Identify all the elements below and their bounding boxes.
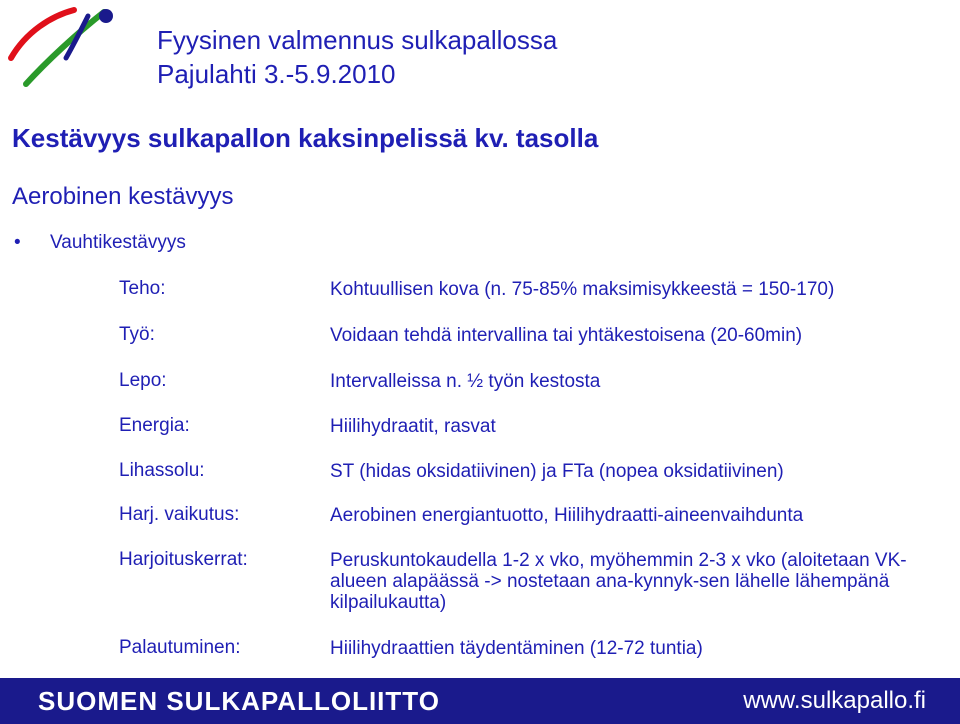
row-label-harj-vaikutus: Harj. vaikutus:	[119, 504, 240, 525]
shuttlecock-logo-icon	[6, 2, 116, 88]
row-label-harjoituskerrat: Harjoituskerrat:	[119, 549, 248, 570]
footer-bar	[0, 678, 960, 724]
footer-website-link[interactable]: www.sulkapallo.fi	[743, 687, 926, 714]
bullet-text: Vauhtikestävyys	[50, 232, 186, 253]
row-value-teho: Kohtuullisen kova (n. 75-85% maksimisykkeestä = 150-170)	[330, 279, 835, 300]
section-title: Aerobinen kestävyys	[12, 183, 234, 210]
page-title: Kestävyys sulkapallon kaksinpelissä kv. tasolla	[12, 123, 599, 153]
row-value-energia: Hiilihydraatit, rasvat	[330, 416, 496, 437]
row-value-lihassolu: ST (hidas oksidatiivinen) ja FTa (nopea oksidatiivinen)	[330, 461, 784, 482]
row-value-harjoituskerrat: Peruskuntokaudella 1-2 x vko, myöhemmin 2-3 x vko (aloitetaan VK-alueen alapäässä -> nostetaan ana-kynnyk-sen lähelle lähempänä kilpailukautta)	[330, 550, 907, 613]
bullet-icon: •	[14, 232, 21, 253]
bullet-item	[14, 230, 186, 256]
row-value-lepo: Intervalleissa n. ½ työn kestosta	[330, 371, 601, 392]
row-label-lepo: Lepo:	[119, 370, 167, 391]
row-value-harj-vaikutus: Aerobinen energiantuotto, Hiilihydraatti-aineenvaihdunta	[330, 505, 804, 526]
footer-org-name: SUOMEN SULKAPALLOLIITTO	[38, 686, 440, 716]
header-subtitle: Pajulahti 3.-5.9.2010	[157, 59, 396, 89]
row-label-tyo: Työ:	[119, 324, 155, 345]
row-label-lihassolu: Lihassolu:	[119, 460, 205, 481]
row-value-tyo: Voidaan tehdä intervallina tai yhtäkestoisena (20-60min)	[330, 325, 803, 346]
row-label-palautuminen: Palautuminen:	[119, 637, 241, 658]
row-label-teho: Teho:	[119, 278, 166, 299]
row-value-palautuminen: Hiilihydraattien täydentäminen (12-72 tuntia)	[330, 638, 703, 659]
row-label-energia: Energia:	[119, 415, 190, 436]
header-title: Fyysinen valmennus sulkapallossa	[157, 25, 558, 55]
